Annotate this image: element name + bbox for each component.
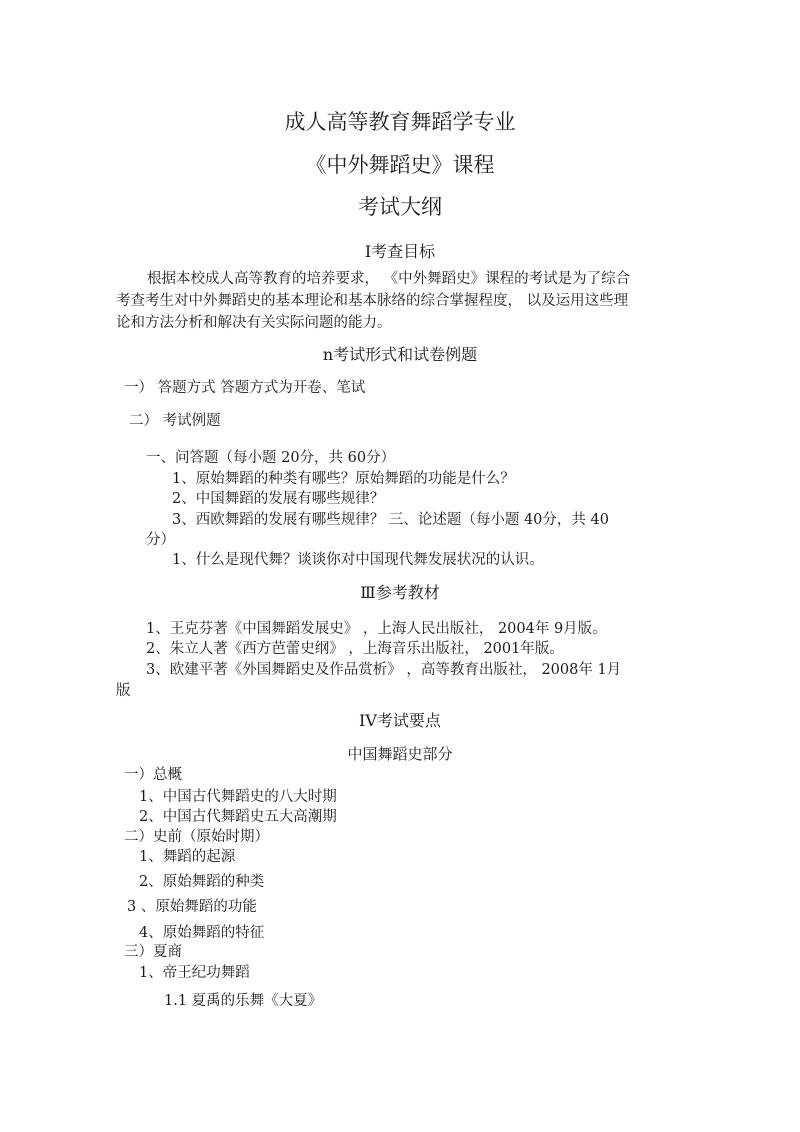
- section-1-paragraph-line-1: 根据本校成人高等教育的培养要求， 《中外舞蹈史》课程的考试是为了综合: [147, 271, 631, 287]
- outline-item-2-4: 4、原始舞蹈的特征: [139, 925, 265, 941]
- title-line-2: 《中外舞蹈史》课程: [305, 153, 495, 177]
- outline-item-2-2: 2、原始舞蹈的种类: [139, 874, 265, 890]
- reference-3-continuation: 版: [116, 683, 131, 699]
- title-line-3: 考试大纲: [358, 195, 442, 219]
- essay-question-1: 1、什么是现代舞？谈谈你对中国现代舞发展状况的认识。: [172, 552, 544, 568]
- section-2-item-2: 二） 考试例题: [129, 413, 221, 429]
- outline-item-2-3: 3 、原始舞蹈的功能: [127, 899, 257, 915]
- section-1-paragraph-line-2: 考查考生对中外舞蹈史的基本理论和基本脉络的综合掌握程度， 以及运用这些理: [116, 293, 629, 309]
- section-2-item-1: 一） 答题方式 答题方式为开卷、笔试: [124, 380, 366, 396]
- section-4-heading: IV考试要点: [359, 711, 441, 730]
- outline-item-3-1: 1、帝王纪功舞蹈: [139, 965, 250, 981]
- section-1-heading: I考查目标: [364, 242, 436, 261]
- question-3: 3、西欧舞蹈的发展有哪些规律？ 三、论述题（每小题 40分，共 40: [172, 512, 609, 528]
- outline-item-1-1: 1、中国古代舞蹈史的八大时期: [139, 789, 337, 805]
- reference-1: 1、王克芬著《中国舞蹈发展史》 ，上海人民出版社， 2004年 9月版。: [146, 621, 607, 637]
- outline-item-1-2: 2、中国古代舞蹈史五大高潮期: [139, 809, 337, 825]
- question-2: 2、中国舞蹈的发展有哪些规律？: [172, 491, 385, 507]
- question-3-continuation: 分）: [146, 532, 175, 548]
- question-group-heading: 一、问答题（每小题 20分，共 60分）: [146, 450, 396, 466]
- reference-2: 2、朱立人著《西方芭蕾史纲》 ，上海音乐出版社， 2001年版。: [146, 641, 564, 657]
- section-2-heading: n考试形式和试卷例题: [322, 345, 478, 364]
- section-4-subheading: 中国舞蹈史部分: [347, 745, 453, 763]
- reference-3: 3、欧建平著《外国舞蹈史及作品赏析》 ，高等教育出版社， 2008年 1月: [146, 662, 622, 678]
- outline-item-1: 一）总概: [124, 767, 182, 783]
- question-1: 1、原始舞蹈的种类有哪些？原始舞蹈的功能是什么？: [172, 471, 515, 487]
- outline-item-2: 二）史前（原始时期）: [124, 829, 269, 845]
- outline-item-3-1-1: 1.1 夏禹的乐舞《大夏》: [164, 993, 323, 1009]
- outline-item-3: 三）夏商: [124, 944, 182, 960]
- outline-item-2-1: 1、舞蹈的起源: [139, 849, 236, 865]
- title-line-1: 成人高等教育舞蹈学专业: [284, 110, 516, 134]
- section-1-paragraph-line-3: 论和方法分析和解决有关实际问题的能力。: [116, 315, 392, 331]
- section-3-heading: Ⅲ参考教材: [360, 583, 440, 602]
